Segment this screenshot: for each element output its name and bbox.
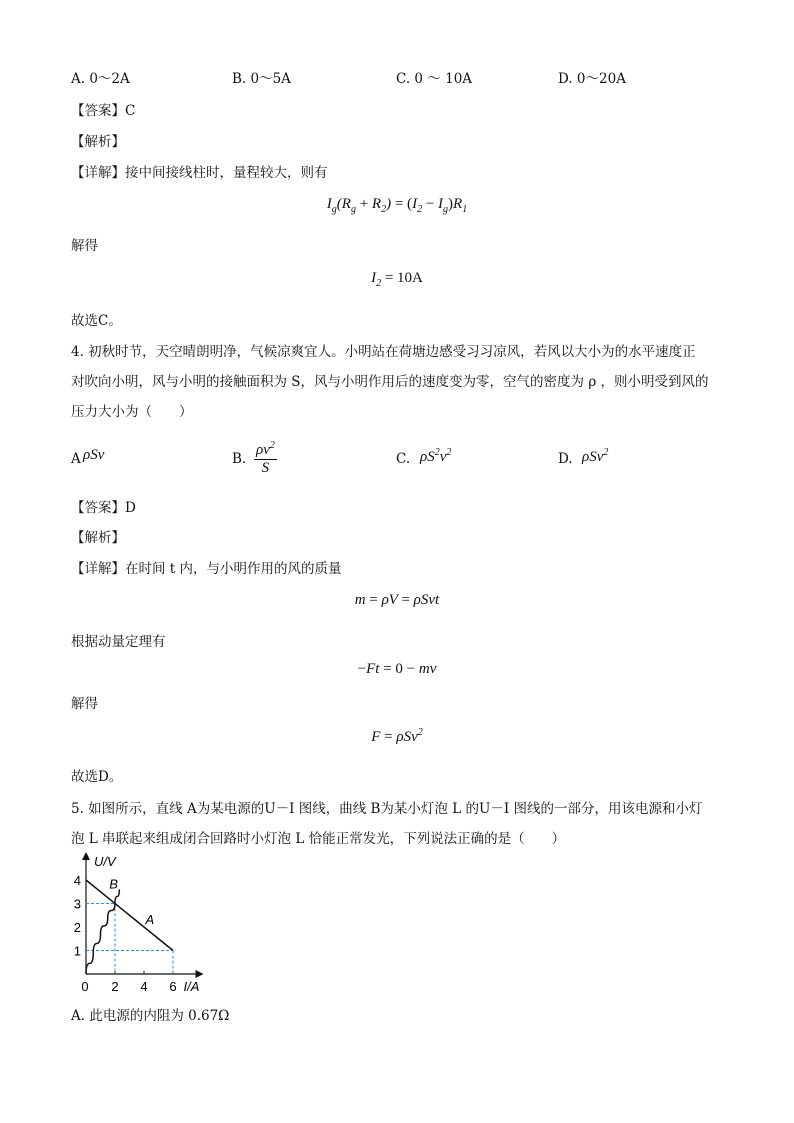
q4-analysis: 【解析】 (71, 530, 125, 546)
curve-label-b: B (109, 876, 118, 892)
q3-analysis: 【解析】 (71, 134, 125, 150)
x-tick-label-2: 2 (111, 979, 119, 994)
q3-option-a: A. 0～2A (71, 71, 130, 87)
q4-option-d-expr: ρSv$^2$ (582, 447, 609, 465)
q4-equation-1: m = ρV = ρSvt (354, 592, 440, 608)
q3-option-c: C. 0 ～ 10A (396, 71, 473, 87)
q4-stem-line2: 对吹向小明，风与小明的接触面积为 S，风与小明作用后的速度变为零，空气的密度为 ρ ，则小明受到风的 (71, 374, 709, 390)
q3-jiede: 解得 (71, 238, 98, 254)
q4-equation-3: F = ρSv$^2$ (371, 727, 423, 745)
x-axis-title: I/A (183, 979, 200, 994)
series-A (86, 880, 173, 951)
q5-ui-graph (68, 848, 238, 998)
y-tick-label-1: 1 (73, 943, 81, 959)
q5-stem-line1: 5. 如图所示，直线 A为某电源的U－I 图线，曲线 B为某小灯泡 L 的U－I 图线的一部分，用该电源和小灯 (71, 801, 703, 817)
curve-label-a: A (145, 912, 155, 927)
q3-answer: 【答案】C (71, 103, 136, 119)
x-tick-label-6: 6 (169, 979, 177, 994)
q3-equation-1: $I_g(R_g + R_2) = (I_2 - I_g)R_1$ (326, 196, 468, 215)
q4-option-d-letter: D. (558, 451, 573, 467)
q3-option-d: D. 0～20A (558, 71, 626, 87)
x-tick-label-0: 0 (81, 979, 89, 994)
series-B (86, 889, 119, 974)
q3-conclusion: 故选C。 (71, 313, 122, 329)
q4-detail: 【详解】在时间 t 内，与小明作用的风的质量 (71, 561, 342, 577)
q3-option-b: B. 0～5A (232, 71, 291, 87)
q5-option-a: A. 此电源的内阻为 0.67Ω (71, 1008, 230, 1024)
q4-equation-2: −Ft = 0 − mv (357, 661, 437, 677)
q4-option-c-expr: $\rho S^2v^2$ (420, 447, 452, 465)
q3-equation-2: $I_2 = 10A$ (371, 270, 423, 289)
q4-option-b-expr: $\frac{\rho v^2}{S}$ (256, 440, 275, 476)
q4-option-a-expr: ρSv (83, 447, 105, 463)
x-tick-label-4: 4 (140, 979, 148, 994)
q4-momentum: 根据动量定理有 (71, 634, 166, 650)
y-tick-label-2: 2 (73, 920, 81, 935)
q3-detail: 【详解】接中间接线柱时，量程较大，则有 (71, 165, 328, 181)
q4-answer: 【答案】D (71, 500, 136, 516)
y-tick-label-4: 4 (73, 873, 81, 888)
q4-option-a-letter: A (71, 451, 81, 467)
q4-jiede: 解得 (71, 696, 98, 712)
q4-option-c-letter: C. (396, 451, 411, 467)
y-axis-title: U/V (94, 854, 116, 869)
q4-option-b-letter: B. (232, 451, 247, 467)
q4-stem-line1: 4. 初秋时节，天空晴朗明净，气候凉爽宜人。小明站在荷塘边感受习习凉风，若风以大小为的水平速度正 (71, 344, 696, 360)
y-tick-label-3: 3 (73, 896, 81, 912)
q4-stem-line3: 压力大小为（ ） (71, 404, 193, 420)
q4-conclusion: 故选D。 (71, 769, 123, 785)
q5-stem-line2: 泡 L 串联起来组成闭合回路时小灯泡 L 恰能正常发光，下列说法正确的是（ ） (71, 831, 566, 847)
